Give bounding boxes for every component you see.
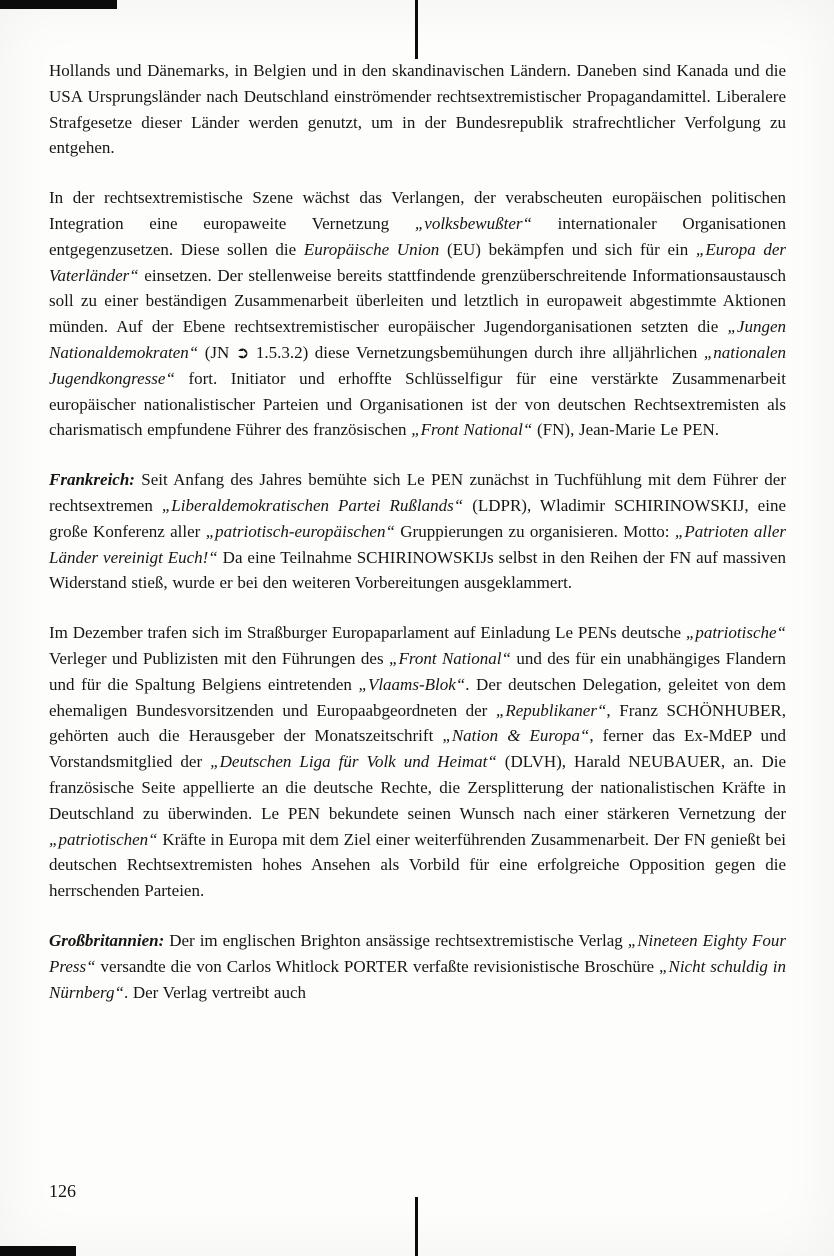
text-run: (DLVH), Harald NEUBAUER, an. Die französische Seite appellierte an die deutsche Rechte, die Zersplitterung der nationalistischen Kräfte in Deutschland zu überwinden. Le PEN bekundete seinen Wunsch nach einer stärkeren Vernetzung der (49, 752, 787, 823)
text-run: (JN (198, 342, 236, 362)
text-run: Hollands und Dänemarks, in Belgien und in den skandinavischen Ländern. Daneben sind Kanada und die USA Ursprungsländer nach Deutschland einströmender rechtsextremistischer Propagandamittel. Liberalere Strafgesetze dieser Länder werden genutzt, um in der Bundesrepublik strafrechtlicher Verfolgung zu entgehen. (49, 61, 786, 158)
text-run: „volksbewußter“ (414, 213, 532, 233)
text-run: „patriotischen“ (49, 829, 158, 849)
text-run: fort. Initiator und erhoffte Schlüsselfigur für eine verstärkte Zusammenarbeit europäischer nationalistischer Parteien und Organisationen ist der von deutschen Rechtsextremisten als charismatisch empfundene Führer des französischen (49, 368, 786, 440)
text-run: 1.5.3.2) diese Vernetzungsbemühungen durch ihre alljährlichen (249, 342, 704, 362)
scan-artifact-top-binding-line (415, 0, 418, 59)
text-run: „Front National“ (411, 420, 533, 440)
scan-artifact-top-left-bar (0, 0, 117, 9)
text-run: Gruppierungen zu organisieren. Motto: (394, 521, 675, 541)
text-run: (FN), Jean-Marie Le PEN. (532, 420, 720, 440)
text-run: Großbritannien: (49, 930, 165, 950)
paragraph-strasbourg-meeting (49, 620, 786, 904)
text-run: einsetzen. Der stellenweise bereits stattfindende grenzüberschreitende Informationsaustausch soll zu einer beständigen Zusammenarbeit überleiten und letztlich in europaweit abgestimmte Aktionen münden. Auf der Ebene rechtsextremistischer europäischer Jugendorganisationen setzten die (49, 265, 786, 337)
paragraph-propaganda-origins (49, 58, 786, 161)
cross-reference-arrow-icon: ➲ (235, 342, 250, 362)
text-run: „Liberaldemokratischen Partei Rußlands“ (161, 495, 464, 515)
paragraph-grossbritannien (49, 928, 786, 1005)
text-run: „Republikaner“ (495, 700, 607, 720)
text-run: internationaler Organisationen entgegenzusetzen. Diese sollen die (49, 213, 786, 259)
text-run: „patriotisch-europäischen“ (205, 521, 395, 541)
text-run: Im Dezember trafen sich im Straßburger Europaparlament auf Einladung Le PENs deutsche (49, 623, 686, 643)
text-run: „Front National“ (389, 648, 511, 668)
text-run: (EU) bekämpfen und sich für ein (439, 239, 696, 259)
text-run: . Der deutschen Delegation, geleitet von dem ehemaligen Bundesvorsitzenden und Europaabgeordneten der (49, 674, 786, 720)
scan-artifact-bottom-left-bar (0, 1246, 76, 1256)
paragraph-frankreich (49, 467, 786, 596)
text-run: Kräfte in Europa mit dem Ziel einer weiterführenden Zusammenarbeit. Der FN genießt bei deutschen Rechtsextremisten hohes Ansehen als Vorbild für eine erfolgreiche Opposition gegen die herrschenden Parteien. (49, 829, 786, 901)
text-run: „Vlaams-Blok“ (358, 674, 466, 694)
text-run: Da eine Teilnahme SCHIRINOWSKIJs selbst in den Reihen der FN auf massiven Widerstand stieß, wurde er bei den weiteren Vorbereitungen ausgeklammert. (49, 547, 786, 593)
text-run: In der rechtsextremistische Szene wächst das Verlangen, der verabscheuten europäischen politischen Integration eine europaweite Vernetzung (49, 188, 786, 233)
document-body (49, 58, 786, 1029)
text-run: „Nicht schuldig in Nürnberg“ (49, 956, 786, 1002)
text-run: versandte die von Carlos Whitlock PORTER verfaßte revisionistische Broschüre (95, 956, 660, 976)
paragraph-european-networking (49, 185, 786, 443)
text-run: „Europa der Vaterländer“ (49, 239, 787, 285)
text-run: Seit Anfang des Jahres bemühte sich Le PEN zunächst in Tuchfühlung mit dem Führer der rechtsextremen (49, 470, 786, 515)
scan-artifact-bottom-binding-line (415, 1197, 418, 1256)
text-run: „Nineteen Eighty Four Press“ (49, 930, 786, 976)
page-number: 126 (49, 1181, 76, 1201)
text-run: , Franz SCHÖNHUBER, gehörten auch die Herausgeber der Monatszeitschrift (49, 700, 787, 746)
text-run: (LDPR), Wladimir SCHIRINOWSKIJ, eine große Konferenz aller (49, 495, 786, 541)
text-run: „Patrioten aller Länder vereinigt Euch!“ (49, 521, 787, 567)
text-run: „Jungen Nationaldemokraten“ (49, 317, 786, 362)
text-run: Frankreich: (49, 470, 135, 490)
text-run: „patriotische“ (685, 623, 786, 643)
text-run: Der im englischen Brighton ansässige rechtsextremistische Verlag (164, 930, 628, 950)
text-run: „Deutschen Liga für Volk und Heimat“ (210, 752, 497, 772)
text-run: . Der Verlag vertreibt auch (123, 982, 307, 1002)
text-run: „nationalen Jugendkongresse“ (49, 342, 786, 388)
text-run: Verleger und Publizisten mit den Führungen des (49, 648, 389, 668)
text-run: und des für ein unabhängiges Flandern und für die Spaltung Belgiens eintretenden (49, 648, 786, 694)
text-run: , ferner das Ex-MdEP und Vorstandsmitglied der (49, 726, 786, 772)
text-run: Europäische Union (303, 239, 440, 259)
text-run: „Nation & Europa“ (442, 726, 590, 746)
